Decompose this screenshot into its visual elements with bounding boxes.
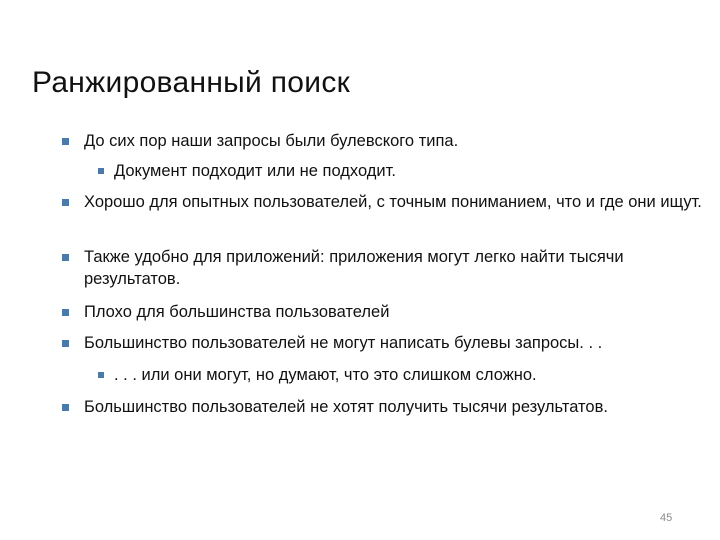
square-bullet-icon (62, 404, 69, 411)
sub-bullet-item (98, 160, 698, 182)
square-bullet-icon (62, 254, 69, 261)
bullet-item (62, 301, 702, 323)
square-bullet-icon (62, 199, 69, 206)
bullet-text: Большинство пользователей не могут написать булевы запросы. . . (84, 334, 603, 352)
bullet-text: До сих пор наши запросы были булевского типа. (84, 132, 459, 150)
bullet-text: Также удобно для приложений: приложения могут легко найти тысячи результатов. (84, 248, 624, 288)
sub-bullet-text: Документ подходит или не подходит. (114, 162, 396, 180)
bullet-item (62, 130, 702, 152)
bullet-text: Плохо для большинства пользователей (84, 303, 390, 321)
slide-title: Ранжированный поиск (32, 66, 351, 99)
bullet-item (62, 191, 702, 213)
bullet-item (62, 332, 702, 354)
sub-bullet-item (98, 364, 698, 386)
bullet-item (62, 396, 702, 418)
square-bullet-icon (62, 309, 69, 316)
square-bullet-icon (62, 340, 69, 347)
bullet-text: Хорошо для опытных пользователей, с точным пониманием, что и где они ищут. (84, 193, 702, 211)
bullet-text: Большинство пользователей не хотят получить тысячи результатов. (84, 398, 608, 416)
bullet-item (62, 246, 702, 290)
sub-bullet-text: . . . или они могут, но думают, что это слишком сложно. (114, 366, 537, 384)
page-number: 45 (660, 512, 673, 524)
square-bullet-icon (98, 168, 104, 174)
square-bullet-icon (98, 372, 104, 378)
square-bullet-icon (62, 138, 69, 145)
